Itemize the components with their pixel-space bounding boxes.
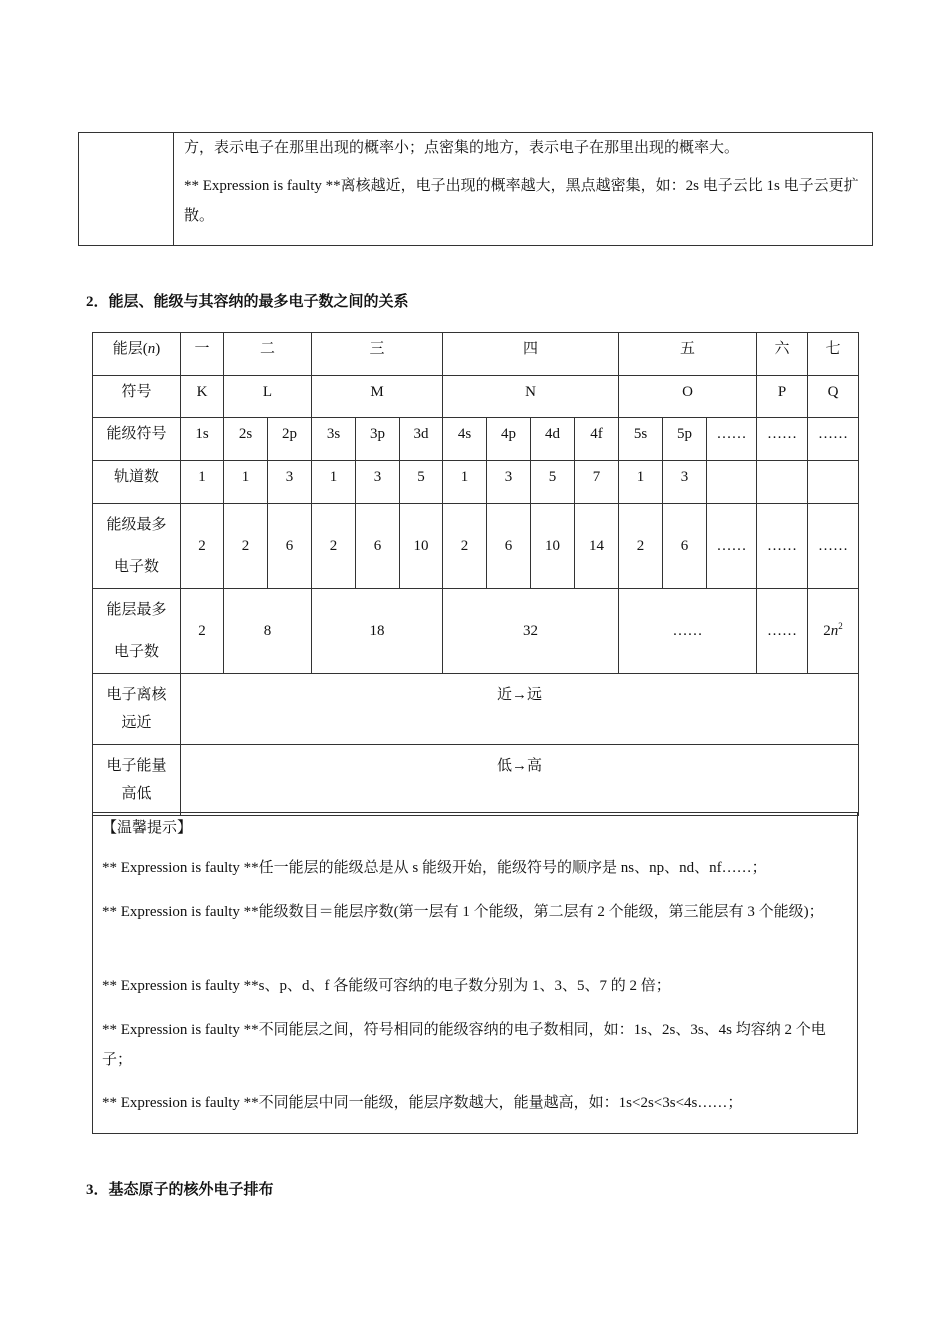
formula-exponent: 2 xyxy=(838,621,843,631)
orbital-cell: 5 xyxy=(531,461,575,504)
subshell-cell: 3p xyxy=(356,418,400,461)
max-sub-cell: 6 xyxy=(268,504,312,589)
tips-box xyxy=(92,812,858,1134)
max-sub-cell: …… xyxy=(808,504,859,589)
symbol-cell: O xyxy=(619,376,757,418)
max-shell-cell: 2 xyxy=(181,589,224,674)
shell-cell: 七 xyxy=(808,333,859,376)
shell-cell: 四 xyxy=(443,333,619,376)
label-energy-text: 电子能量高低 xyxy=(106,758,167,802)
label-max-subshell-text: 能级最多电子数 xyxy=(106,517,167,575)
orbital-cell: 1 xyxy=(619,461,663,504)
row-max-subshell xyxy=(93,504,859,589)
row-subshell xyxy=(93,418,859,461)
distance-text: 近→远 xyxy=(496,687,542,703)
electron-cloud-text-2: ** Expression is faulty **离核越近，电子出现的概率越大，黑点越密集，如：2s 电子云比 1s 电子云更扩散。 xyxy=(184,178,859,224)
orbital-cell: 3 xyxy=(487,461,531,504)
energy-value xyxy=(181,745,859,816)
continuation-table xyxy=(78,132,873,246)
symbol-cell: N xyxy=(443,376,619,418)
subshell-cell: …… xyxy=(707,418,757,461)
label-distance-text: 电子离核远近 xyxy=(106,687,167,731)
max-sub-cell: 2 xyxy=(443,504,487,589)
subshell-cell: 3s xyxy=(312,418,356,461)
subshell-cell: 5s xyxy=(619,418,663,461)
symbol-cell: Q xyxy=(808,376,859,418)
row-energy xyxy=(93,745,859,816)
max-shell-cell: 18 xyxy=(312,589,443,674)
section-3-heading: 3．基态原子的核外电子排布 xyxy=(86,1182,274,1198)
row-max-shell xyxy=(93,589,859,674)
label-orbitals: 轨道数 xyxy=(93,461,181,504)
max-sub-cell: 2 xyxy=(312,504,356,589)
symbol-cell: K xyxy=(181,376,224,418)
symbol-cell: M xyxy=(312,376,443,418)
orbital-cell: 3 xyxy=(356,461,400,504)
orbital-cell: 7 xyxy=(575,461,619,504)
max-sub-cell: 2 xyxy=(224,504,268,589)
orbital-cell: 5 xyxy=(400,461,443,504)
orbital-cell xyxy=(808,461,859,504)
max-sub-cell: 6 xyxy=(356,504,400,589)
symbol-cell: L xyxy=(224,376,312,418)
label-max-shell-text: 能层最多电子数 xyxy=(106,602,167,660)
max-shell-formula-cell xyxy=(808,589,859,674)
orbital-cell: 1 xyxy=(224,461,268,504)
symbol-cell: P xyxy=(757,376,808,418)
subshell-cell: 4s xyxy=(443,418,487,461)
tips-title: 【温馨提示】 xyxy=(102,820,193,836)
label-max-subshell xyxy=(93,504,181,589)
subshell-cell: 3d xyxy=(400,418,443,461)
row-orbitals xyxy=(93,461,859,504)
max-sub-cell: …… xyxy=(707,504,757,589)
tip-item-2: ** Expression is faulty **能级数目＝能层序数(第一层有 1 个能级，第二层有 2 个能级，第三能层有 3 个能级)； xyxy=(102,904,824,920)
max-sub-cell: 10 xyxy=(531,504,575,589)
subshell-cell: 5p xyxy=(663,418,707,461)
max-shell-formula: $2n^2$ xyxy=(823,621,843,639)
label-subshell: 能级符号 xyxy=(93,418,181,461)
max-shell-cell: …… xyxy=(619,589,757,674)
row-distance xyxy=(93,674,859,745)
tip-item-5: ** Expression is faulty **不同能层中同一能级，能层序数越大，能量越高，如：1s<2s<3s<4s……； xyxy=(102,1095,743,1111)
distance-value xyxy=(181,674,859,745)
orbital-cell xyxy=(707,461,757,504)
max-sub-cell: 2 xyxy=(619,504,663,589)
label-symbol: 符号 xyxy=(93,376,181,418)
row-symbol xyxy=(93,376,859,418)
subshell-cell: …… xyxy=(757,418,808,461)
subshell-cell: …… xyxy=(808,418,859,461)
label-energy xyxy=(93,745,181,816)
orbital-cell: 1 xyxy=(312,461,356,504)
orbital-cell: 3 xyxy=(268,461,312,504)
electron-cloud-text-1: 方，表示电子在那里出现的概率小；点密集的地方，表示电子在那里出现的概率大。 xyxy=(184,140,740,156)
subshell-cell: 4p xyxy=(487,418,531,461)
label-shell: 能层(n) xyxy=(93,333,181,376)
shell-cell: 五 xyxy=(619,333,757,376)
label-distance xyxy=(93,674,181,745)
subshell-cell: 1s xyxy=(181,418,224,461)
tip-item-3: ** Expression is faulty **s、p、d、f 各能级可容纳的电子数分别为 1、3、5、7 的 2 倍； xyxy=(102,978,671,994)
label-max-shell xyxy=(93,589,181,674)
shell-subshell-table xyxy=(92,332,859,816)
section-2-heading: 2．能层、能级与其容纳的最多电子数之间的关系 xyxy=(86,294,409,310)
row-shell xyxy=(93,333,859,376)
subshell-cell: 2p xyxy=(268,418,312,461)
orbital-cell: 3 xyxy=(663,461,707,504)
max-sub-cell: 6 xyxy=(663,504,707,589)
subshell-cell: 4d xyxy=(531,418,575,461)
max-sub-cell: 2 xyxy=(181,504,224,589)
max-shell-cell: …… xyxy=(757,589,808,674)
column-divider xyxy=(173,133,174,245)
max-shell-cell: 32 xyxy=(443,589,619,674)
shell-cell: 二 xyxy=(224,333,312,376)
max-sub-cell: 6 xyxy=(487,504,531,589)
tip-item-4: ** Expression is faulty **不同能层之间，符号相同的能级容纳的电子数相同，如：1s、2s、3s、4s 均容纳 2 个电子； xyxy=(102,1022,826,1068)
orbital-cell xyxy=(757,461,808,504)
shell-cell: 六 xyxy=(757,333,808,376)
max-sub-cell: …… xyxy=(757,504,808,589)
max-shell-cell: 8 xyxy=(224,589,312,674)
orbital-cell: 1 xyxy=(181,461,224,504)
shell-cell: 三 xyxy=(312,333,443,376)
subshell-cell: 2s xyxy=(224,418,268,461)
max-sub-cell: 14 xyxy=(575,504,619,589)
orbital-cell: 1 xyxy=(443,461,487,504)
tip-item-1: ** Expression is faulty **任一能层的能级总是从 s 能级开始，能级符号的顺序是 ns、np、nd、nf……； xyxy=(102,860,767,876)
energy-text: 低→高 xyxy=(496,758,542,774)
max-sub-cell: 10 xyxy=(400,504,443,589)
subshell-cell: 4f xyxy=(575,418,619,461)
shell-cell: 一 xyxy=(181,333,224,376)
